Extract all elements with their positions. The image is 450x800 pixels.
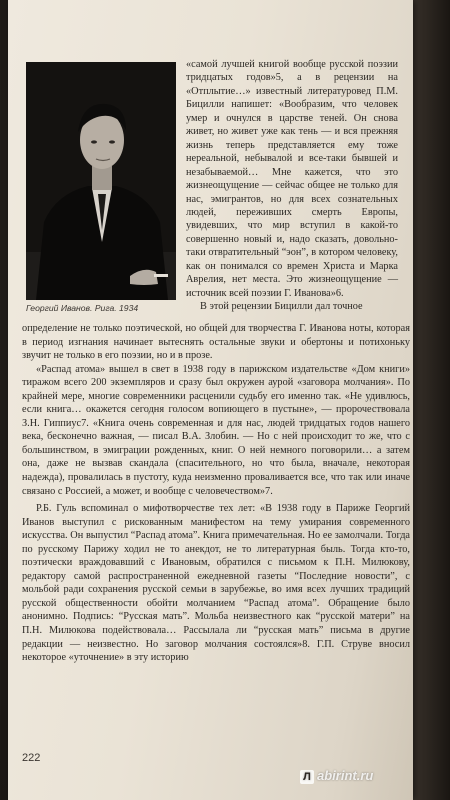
portrait-photo xyxy=(26,62,176,300)
text-column-right xyxy=(186,58,398,314)
paragraph: Р.Б. Гуль вспоминал о мифотворчестве тех лет: «В 1938 году в Париже Георгий Иванов выступил с рискованным манифестом на тему умирания современного искусства. Он выпустил “Распад атома”. Книга примечательная. Но ее замолчали. Тогда по русскому Парижу ходил не то анекдот, не то литературная быль. Тогда кто-то, поэтически враждовавший с Ивановым, обратился с письмом к П.Н. Милюкову, редактору самой распространенной ежедневной газеты “Последние новости”, с мольбой ради сохранения русской семьи в зарубежье, во имя всех лучших традиций русской общественности обойти молчанием “Распад атома”. Обращение было анонимно. Подпись: “Русская мать”. Мольба неизвестного как “русской матери” на П.Н. Милюкова подействовала… Рассылала ли “русская мать” письма в другие редакции — неизвестно. Но заговор молчания состоялся»8. Г.П. Струве вносил некоторое «уточнение» в эту историю xyxy=(22,503,410,664)
paragraph: «самой лучшей книгой вообще русской поэзии тридцатых годов»5, а в рецензии на «Отплытие…» известный литературовед П.М. Бицилли напишет: «Вообразим, что человек умер и очнулся в царстве теней. Он снова живет, но живет уже как тень — и вся прежняя жизнь теперь представляется ему тоже нереальной, небывалой и все-таки бывшей и незабываемой… Мне кажется, что это жизнеощущение — сейчас общее не только для нас, эмигрантов, но для всех сознательных людей, переживших смерть Европы, увидевших, что мир вступил в какой-то совершенно новый и, надо сказать, довольно-таки отвратительный “эон”, в котором человеку, как он понимался со времен Христа и Марка Аврелия, нет места. Это жизнеощущение — источник всей поэзии Г. Иванова»6. xyxy=(186,59,398,299)
paragraph: «Распад атома» вышел в свет в 1938 году в парижском издательстве «Дом книги» тиражом всего 200 экземпляров и сразу был окружен аурой «заговора молчания». По крайней мере, многие современники расценили судьбу его именно так. «Не удивлюсь, если книга… окажется сегодня голосом вопиющего в пустыне», — пророчествовала З.Н. Гиппиус7. «Книга очень современная и для нас, людей тридцатых годов нашего века, бесконечно важная, — писал В.А. Злобин. — Но с ней происходит то же, что с большинством, в эмиграции рожденных, книг. О ней немного поговорили… а затем она, даже не вызвав скандала (спасительного, но что была, вначале, некоторая надежда), провалилась в пустоту, куда неизменно проваливается все, что так или иначе связано с Россией, а может, и вообще с человечеством»7. xyxy=(22,363,410,497)
book-page xyxy=(8,0,413,800)
watermark xyxy=(300,768,373,784)
background-edge xyxy=(410,0,450,800)
text-body xyxy=(22,322,410,665)
page-number: 222 xyxy=(22,752,41,764)
watermark-text: abirint.ru xyxy=(317,768,374,783)
paragraph: В этой рецензии Бицилли дал точное xyxy=(200,301,363,313)
portrait-image xyxy=(26,62,176,300)
paragraph: определение не только поэтической, но общей для творчества Г. Иванова ноты, которая в период изгнания начинает вытеснять остальные звуки и обертоны и потихоньку звучит не только в его поэзии, но и в прозе. xyxy=(22,323,410,362)
watermark-logo-icon: Л xyxy=(300,770,314,784)
photo-caption: Георгий Иванов. Рига. 1934 xyxy=(26,303,139,313)
